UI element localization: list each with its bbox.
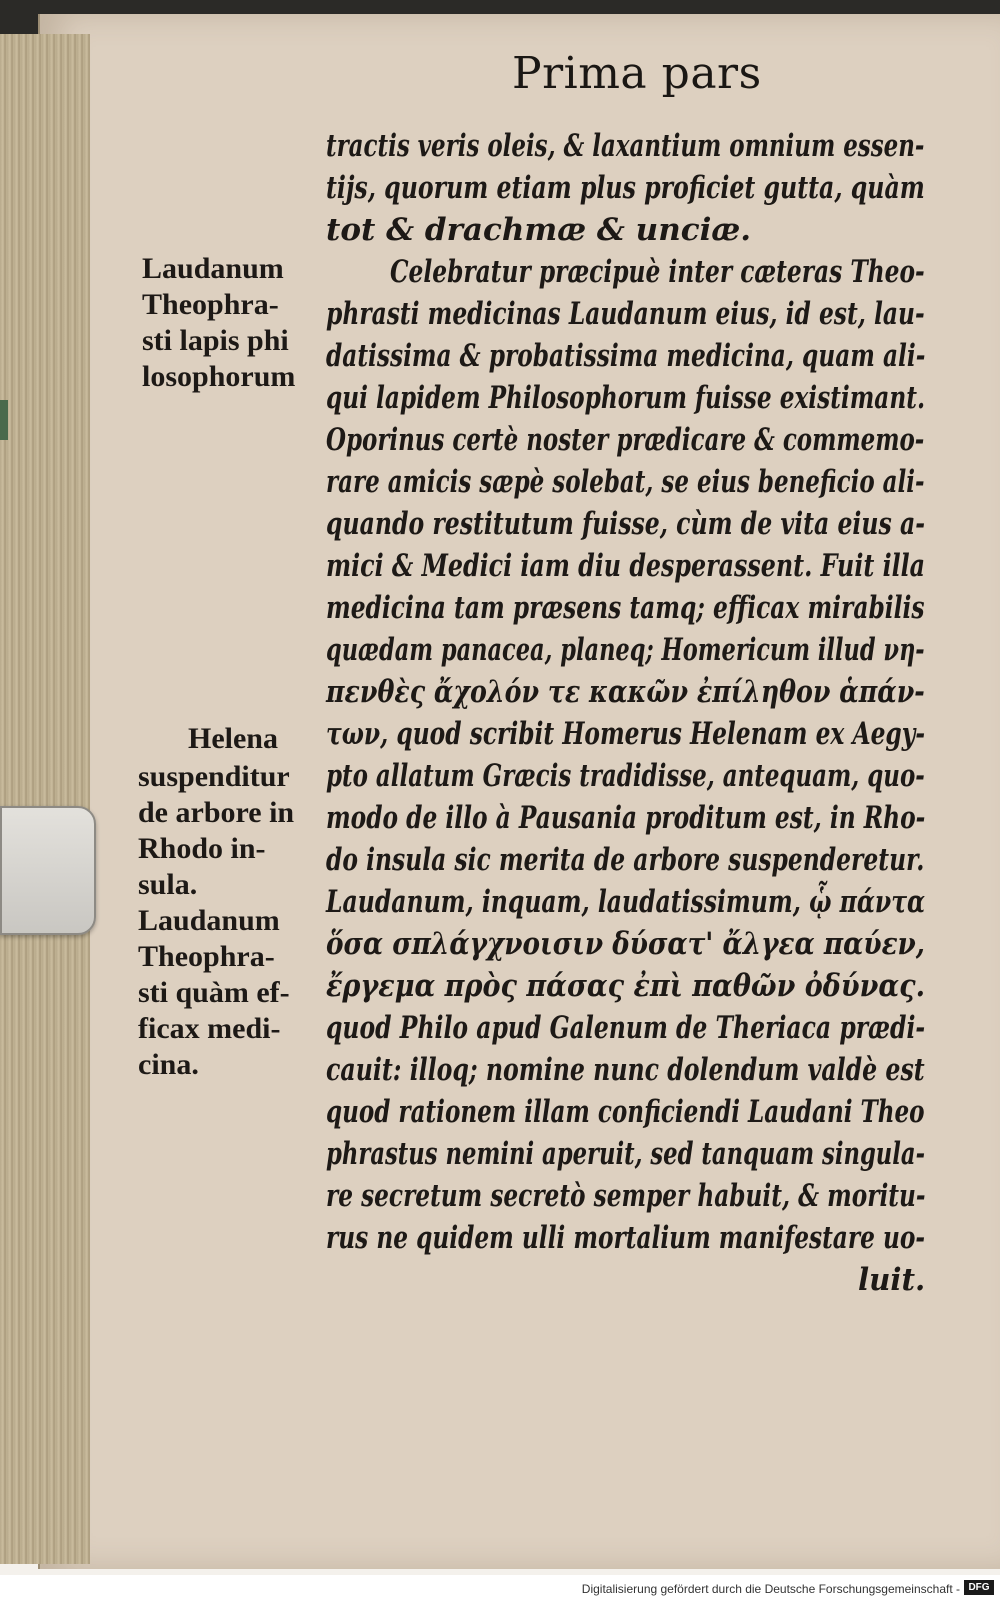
running-head: Prima pars	[512, 48, 762, 99]
margin-gloss: Rhodo in-	[138, 832, 266, 865]
bookmark-ribbon	[0, 400, 8, 440]
body-line: do insula sic merita de arbore suspenderetur.	[326, 842, 925, 878]
margin-gloss: suspenditur	[138, 760, 290, 793]
page-edges	[0, 34, 90, 1564]
body-line: datissima & probatissima medicina, quam ali-	[326, 338, 926, 374]
body-line: tractis veris oleis, & laxantium omnium essen-	[326, 128, 925, 164]
body-line: quando restitutum fuisse, cùm de vita eius a-	[326, 506, 926, 542]
body-line: Celebratur præcipuè inter cæteras Theo-	[390, 254, 925, 290]
body-line: mici & Medici iam diu desperassent. Fuit illa	[326, 548, 926, 584]
margin-gloss: ficax medi-	[138, 1012, 281, 1045]
body-line: qui lapidem Philosophorum fuisse existimant.	[326, 380, 926, 416]
body-line: quod Philo apud Galenum de Theriaca prædi-	[326, 1010, 926, 1046]
body-line-greek: ὅσα σπλάγχνοισιν δύσατ' ἄλγεα παύεν,	[326, 926, 925, 962]
margin-gloss: sti lapis phi	[142, 324, 289, 357]
margin-gloss: cina.	[138, 1048, 199, 1081]
margin-gloss: Theophra-	[142, 288, 279, 321]
body-line: των, quod scribit Homerus Helenam ex Aegy-	[326, 716, 926, 752]
body-line: rare amicis sæpè solebat, se eius beneficio ali-	[326, 464, 925, 500]
margin-gloss: Laudanum	[138, 904, 280, 937]
body-line: rus ne quidem ulli mortalium manifestare uo-	[326, 1220, 926, 1256]
body-line: medicina tam præsens tamq; efficax mirabilis	[326, 590, 925, 626]
body-line: quædam panacea, planeq; Homericum illud νη-	[326, 632, 925, 668]
body-line: phrasti medicinas Laudanum eius, id est, lau-	[326, 296, 925, 332]
body-line: quod rationem illam conficiendi Laudani Theo	[326, 1094, 925, 1130]
body-line: Laudanum, inquam, laudatissimum, ᾧ πάντα	[326, 884, 926, 920]
margin-gloss: Helena	[188, 722, 278, 755]
body-line: luit.	[858, 1262, 926, 1298]
body-line: tijs, quorum etiam plus proficiet gutta, quàm	[326, 170, 925, 206]
margin-gloss: sula.	[138, 868, 198, 901]
body-line: tot & drachmæ & unciæ.	[326, 212, 752, 248]
digitization-credit: Digitalisierung gefördert durch die Deutsche Forschungsgemeinschaft -	[581, 1582, 960, 1596]
body-line: re secretum secretò semper habuit, & moritu-	[326, 1178, 926, 1214]
dfg-logo: DFG	[964, 1580, 994, 1595]
body-line: pto allatum Græcis tradidisse, antequam, quo-	[326, 758, 925, 794]
margin-gloss: de arbore in	[138, 796, 295, 829]
body-line: cauit: illoq; nomine nunc dolendum valdè est	[326, 1052, 925, 1088]
margin-gloss: sti quàm ef-	[138, 976, 290, 1009]
margin-gloss: Laudanum	[142, 252, 284, 285]
body-line: phrastus nemini aperuit, sed tanquam singula-	[326, 1136, 926, 1172]
body-line-greek: ἔργεμα πρὸς πάσας ἐπὶ παθῶν ὀδύνας.	[326, 968, 926, 1004]
body-line: modo de illo à Pausania proditum est, in Rho-	[326, 800, 926, 836]
margin-gloss: losophorum	[142, 360, 296, 393]
page-clip	[0, 806, 96, 935]
body-line: Oporinus certè noster prædicare & commemo-	[326, 422, 925, 458]
margin-gloss: Theophra-	[138, 940, 275, 973]
body-line-greek: πενθὲς ἄχολόν τε κακῶν ἐπίληθον ἁπάν-	[326, 674, 925, 710]
